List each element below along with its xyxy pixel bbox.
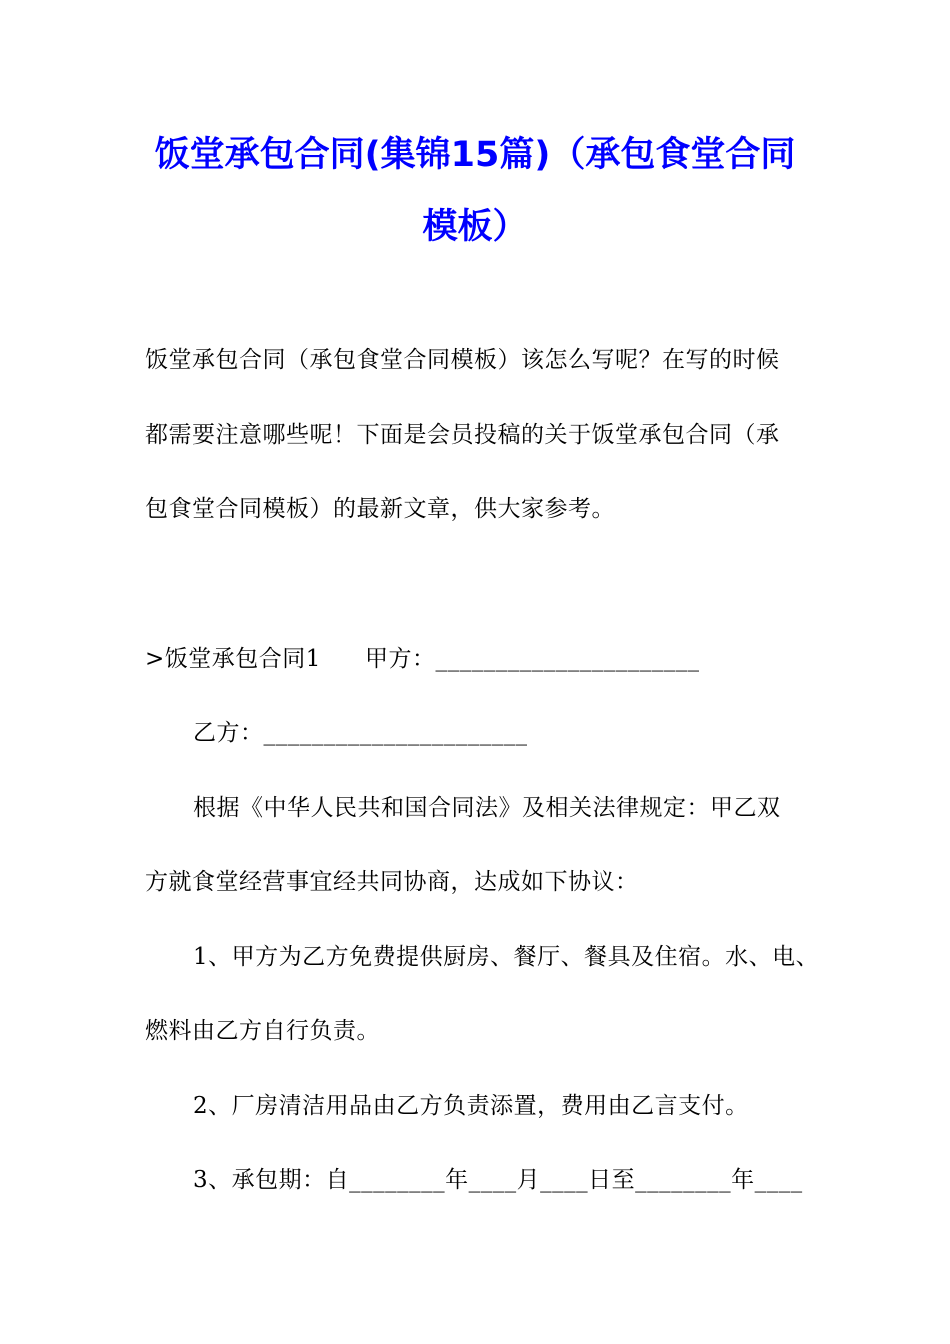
basis-line-2: 方就食堂经营事宜经共同协商，达成如下协议： — [145, 869, 639, 895]
intro-line-2: 都需要注意哪些呢！下面是会员投稿的关于饭堂承包合同（承 — [145, 422, 780, 448]
section-1-heading: >饭堂承包合同1 — [145, 646, 321, 672]
intro-line-1: 饭堂承包合同（承包食堂合同模板）该怎么写呢？在写的时候 — [145, 347, 780, 373]
basis-line-1: 根据《中华人民共和国合同法》及相关法律规定：甲乙双 — [193, 795, 781, 821]
clause-1-line-1: 1、甲方为乙方免费提供厨房、餐厅、餐具及住宿。水、电、 — [193, 944, 820, 970]
clause-3: 3、承包期：自________年____月____日至________年____ — [193, 1167, 803, 1193]
document-title-line-2: 模板） — [422, 207, 528, 247]
party-b-field: 乙方：______________________ — [193, 720, 528, 746]
intro-line-3: 包食堂合同模板）的最新文章，供大家参考。 — [145, 496, 615, 522]
party-a-field: 甲方：______________________ — [365, 646, 700, 672]
clause-2: 2、厂房清洁用品由乙方负责添置，费用由乙言支付。 — [193, 1093, 749, 1119]
clause-1-line-2: 燃料由乙方自行负责。 — [145, 1018, 380, 1044]
document-title-line-1: 饭堂承包合同(集锦15篇)（承包食堂合同 — [154, 135, 796, 175]
